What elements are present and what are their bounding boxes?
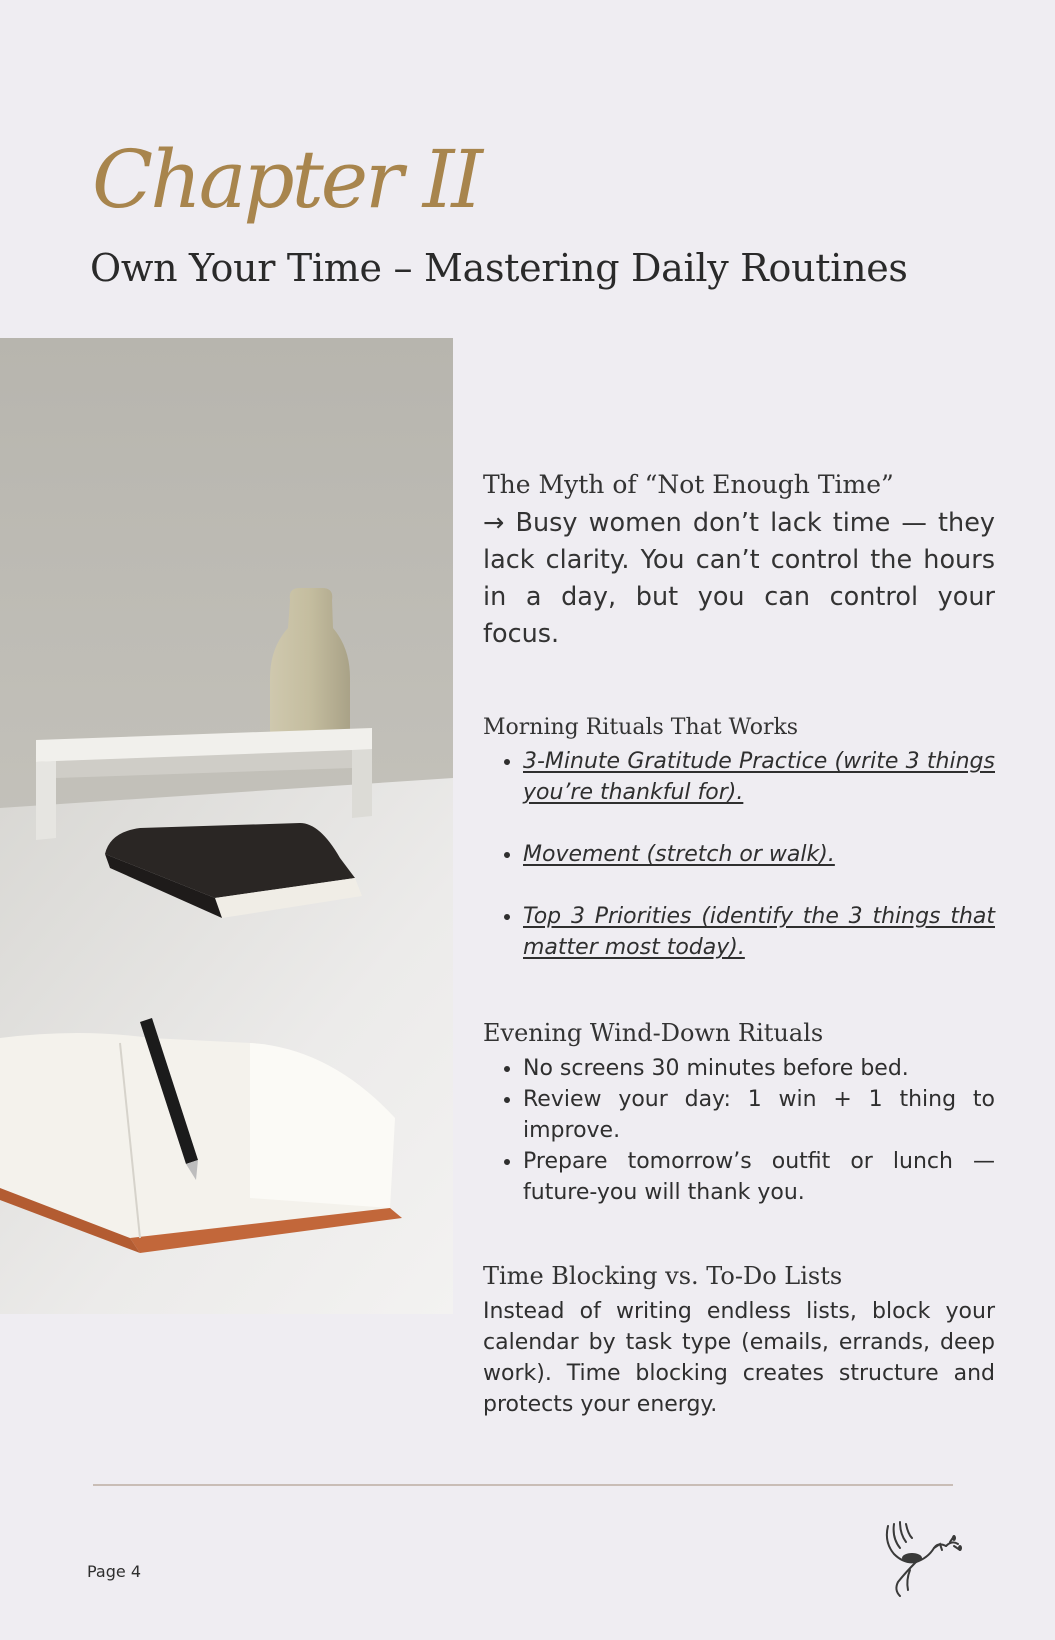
morning-rituals-list — [483, 746, 995, 963]
time-blocking-text: Instead of writing endless lists, block your calendar by task type (emails, errands, deep work). Time blocking creates structure and protects your energy. — [483, 1299, 995, 1417]
desk-photo — [0, 338, 453, 1314]
list-item: • Prepare tomorrow’s outfit or lunch — future-you will thank you. — [523, 1146, 995, 1208]
list-item: • Top 3 Priorities (identify the 3 things that matter most today). — [523, 901, 995, 963]
chapter-heading: Chapter II — [92, 133, 481, 226]
morning-rituals-title: Morning Rituals That Works — [483, 715, 799, 740]
footer-divider — [93, 1484, 953, 1486]
myth-title: The Myth of “Not Enough Time” — [483, 470, 894, 499]
content-column — [483, 470, 995, 1420]
evening-rituals-list — [483, 1053, 995, 1208]
chapter-subtitle: Own Your Time – Mastering Daily Routines — [90, 246, 908, 290]
dove-icon — [876, 1520, 966, 1604]
page-number: Page 4 — [87, 1562, 141, 1581]
myth-text: → Busy women don’t lack time — they lack clarity. You can’t control the hours in a day, but you can control your focus. — [483, 508, 995, 649]
list-item: • Movement (stretch or walk). — [523, 839, 995, 870]
list-item: • No screens 30 minutes before bed. — [523, 1053, 995, 1084]
evening-rituals-title: Evening Wind-Down Rituals — [483, 1019, 824, 1047]
time-blocking-title: Time Blocking vs. To-Do Lists — [483, 1262, 843, 1290]
list-item: • Review your day: 1 win + 1 thing to improve. — [523, 1084, 995, 1146]
list-item: • 3-Minute Gratitude Practice (write 3 things you’re thankful for). — [523, 746, 995, 808]
